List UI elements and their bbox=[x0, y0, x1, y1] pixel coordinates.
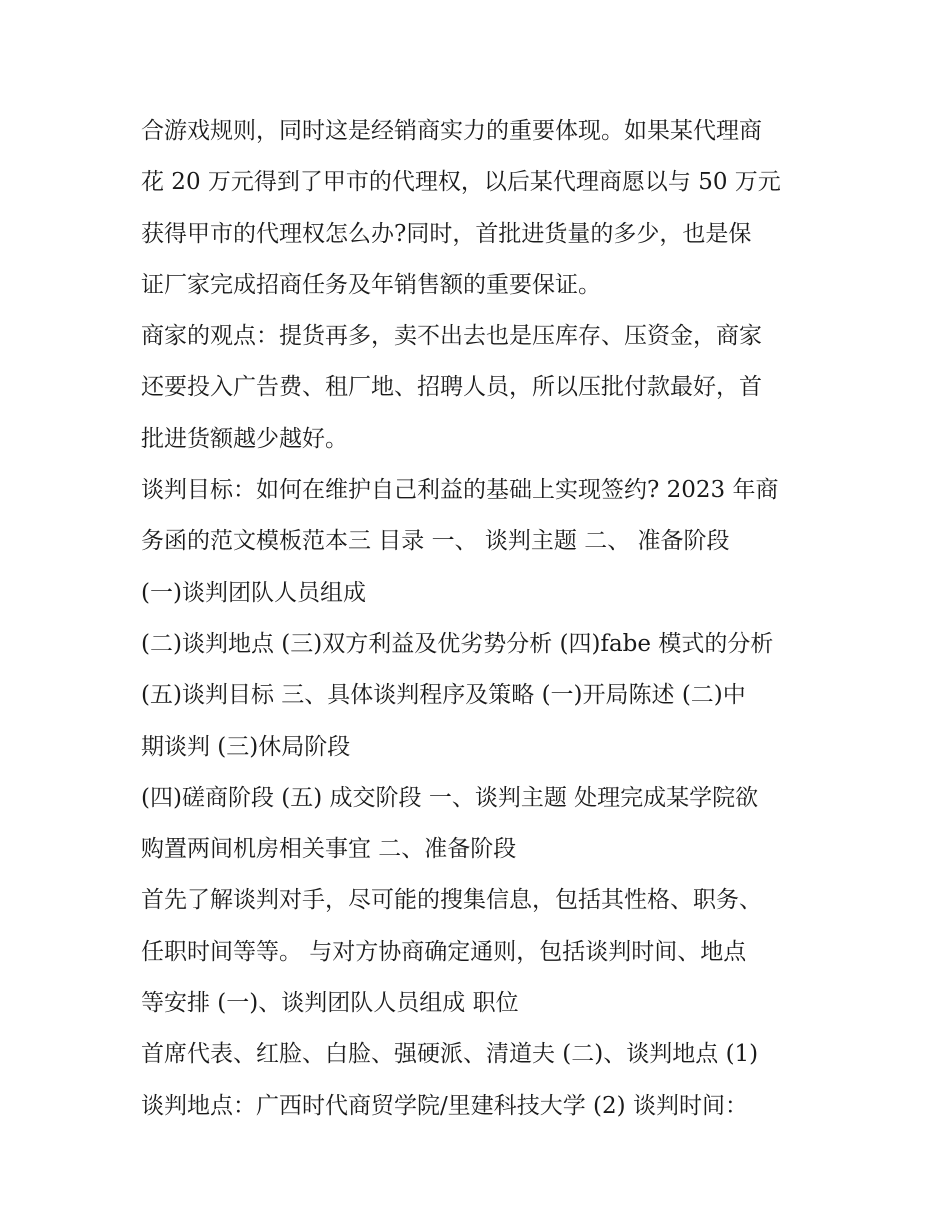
text-line: 获得甲市的代理权怎么办?同时，首批进货量的多少，也是保 bbox=[141, 220, 752, 247]
document-body bbox=[141, 106, 821, 1132]
text-line: 务函的范文模板范本三 目录 一、 谈判主题 二、 准备阶段 bbox=[141, 528, 730, 555]
text-line: 谈判地点：广西时代商贸学院/里建科技大学 (2) 谈判时间： bbox=[141, 1092, 748, 1119]
text-line: 任职时间等等。 与对方协商确定通则，包括谈判时间、地点 bbox=[141, 938, 747, 965]
text-line: 谈判目标：如何在维护自己利益的基础上实现签约? 2023 年商 bbox=[141, 477, 779, 504]
text-line: 还要投入广告费、租厂地、招聘人员，所以压批付款最好，首 bbox=[141, 374, 762, 401]
text-line: (五)谈判目标 三、具体谈判程序及策略 (一)开局陈述 (二)中 bbox=[141, 682, 746, 709]
text-line: (一)谈判团队人员组成 bbox=[141, 579, 366, 606]
text-line: 期谈判 (三)休局阶段 bbox=[141, 733, 351, 760]
text-line: 证厂家完成招商任务及年销售额的重要保证。 bbox=[141, 271, 601, 298]
text-line: 花 20 万元得到了甲市的代理权，以后某代理商愿以与 50 万元 bbox=[141, 169, 781, 196]
text-line: 首席代表、红脸、白脸、强硬派、清道夫 (二)、谈判地点 (1) bbox=[141, 1041, 759, 1068]
text-line: (二)谈判地点 (三)双方利益及优劣势分析 (四)fabe 模式的分析 bbox=[141, 630, 774, 657]
text-line: 商家的观点：提货再多，卖不出去也是压库存、压资金，商家 bbox=[141, 323, 762, 350]
text-line: 等安排 (一)、谈判团队人员组成 职位 bbox=[141, 990, 519, 1017]
text-line: 购置两间机房相关事宜 二、准备阶段 bbox=[141, 836, 517, 863]
text-line: 首先了解谈判对手，尽可能的搜集信息，包括其性格、职务、 bbox=[141, 887, 762, 914]
text-line: 合游戏规则，同时这是经销商实力的重要体现。如果某代理商 bbox=[141, 118, 762, 144]
text-line: 批进货额越少越好。 bbox=[141, 425, 348, 452]
text-line: (四)磋商阶段 (五) 成交阶段 一、谈判主题 处理完成某学院欲 bbox=[141, 784, 759, 811]
